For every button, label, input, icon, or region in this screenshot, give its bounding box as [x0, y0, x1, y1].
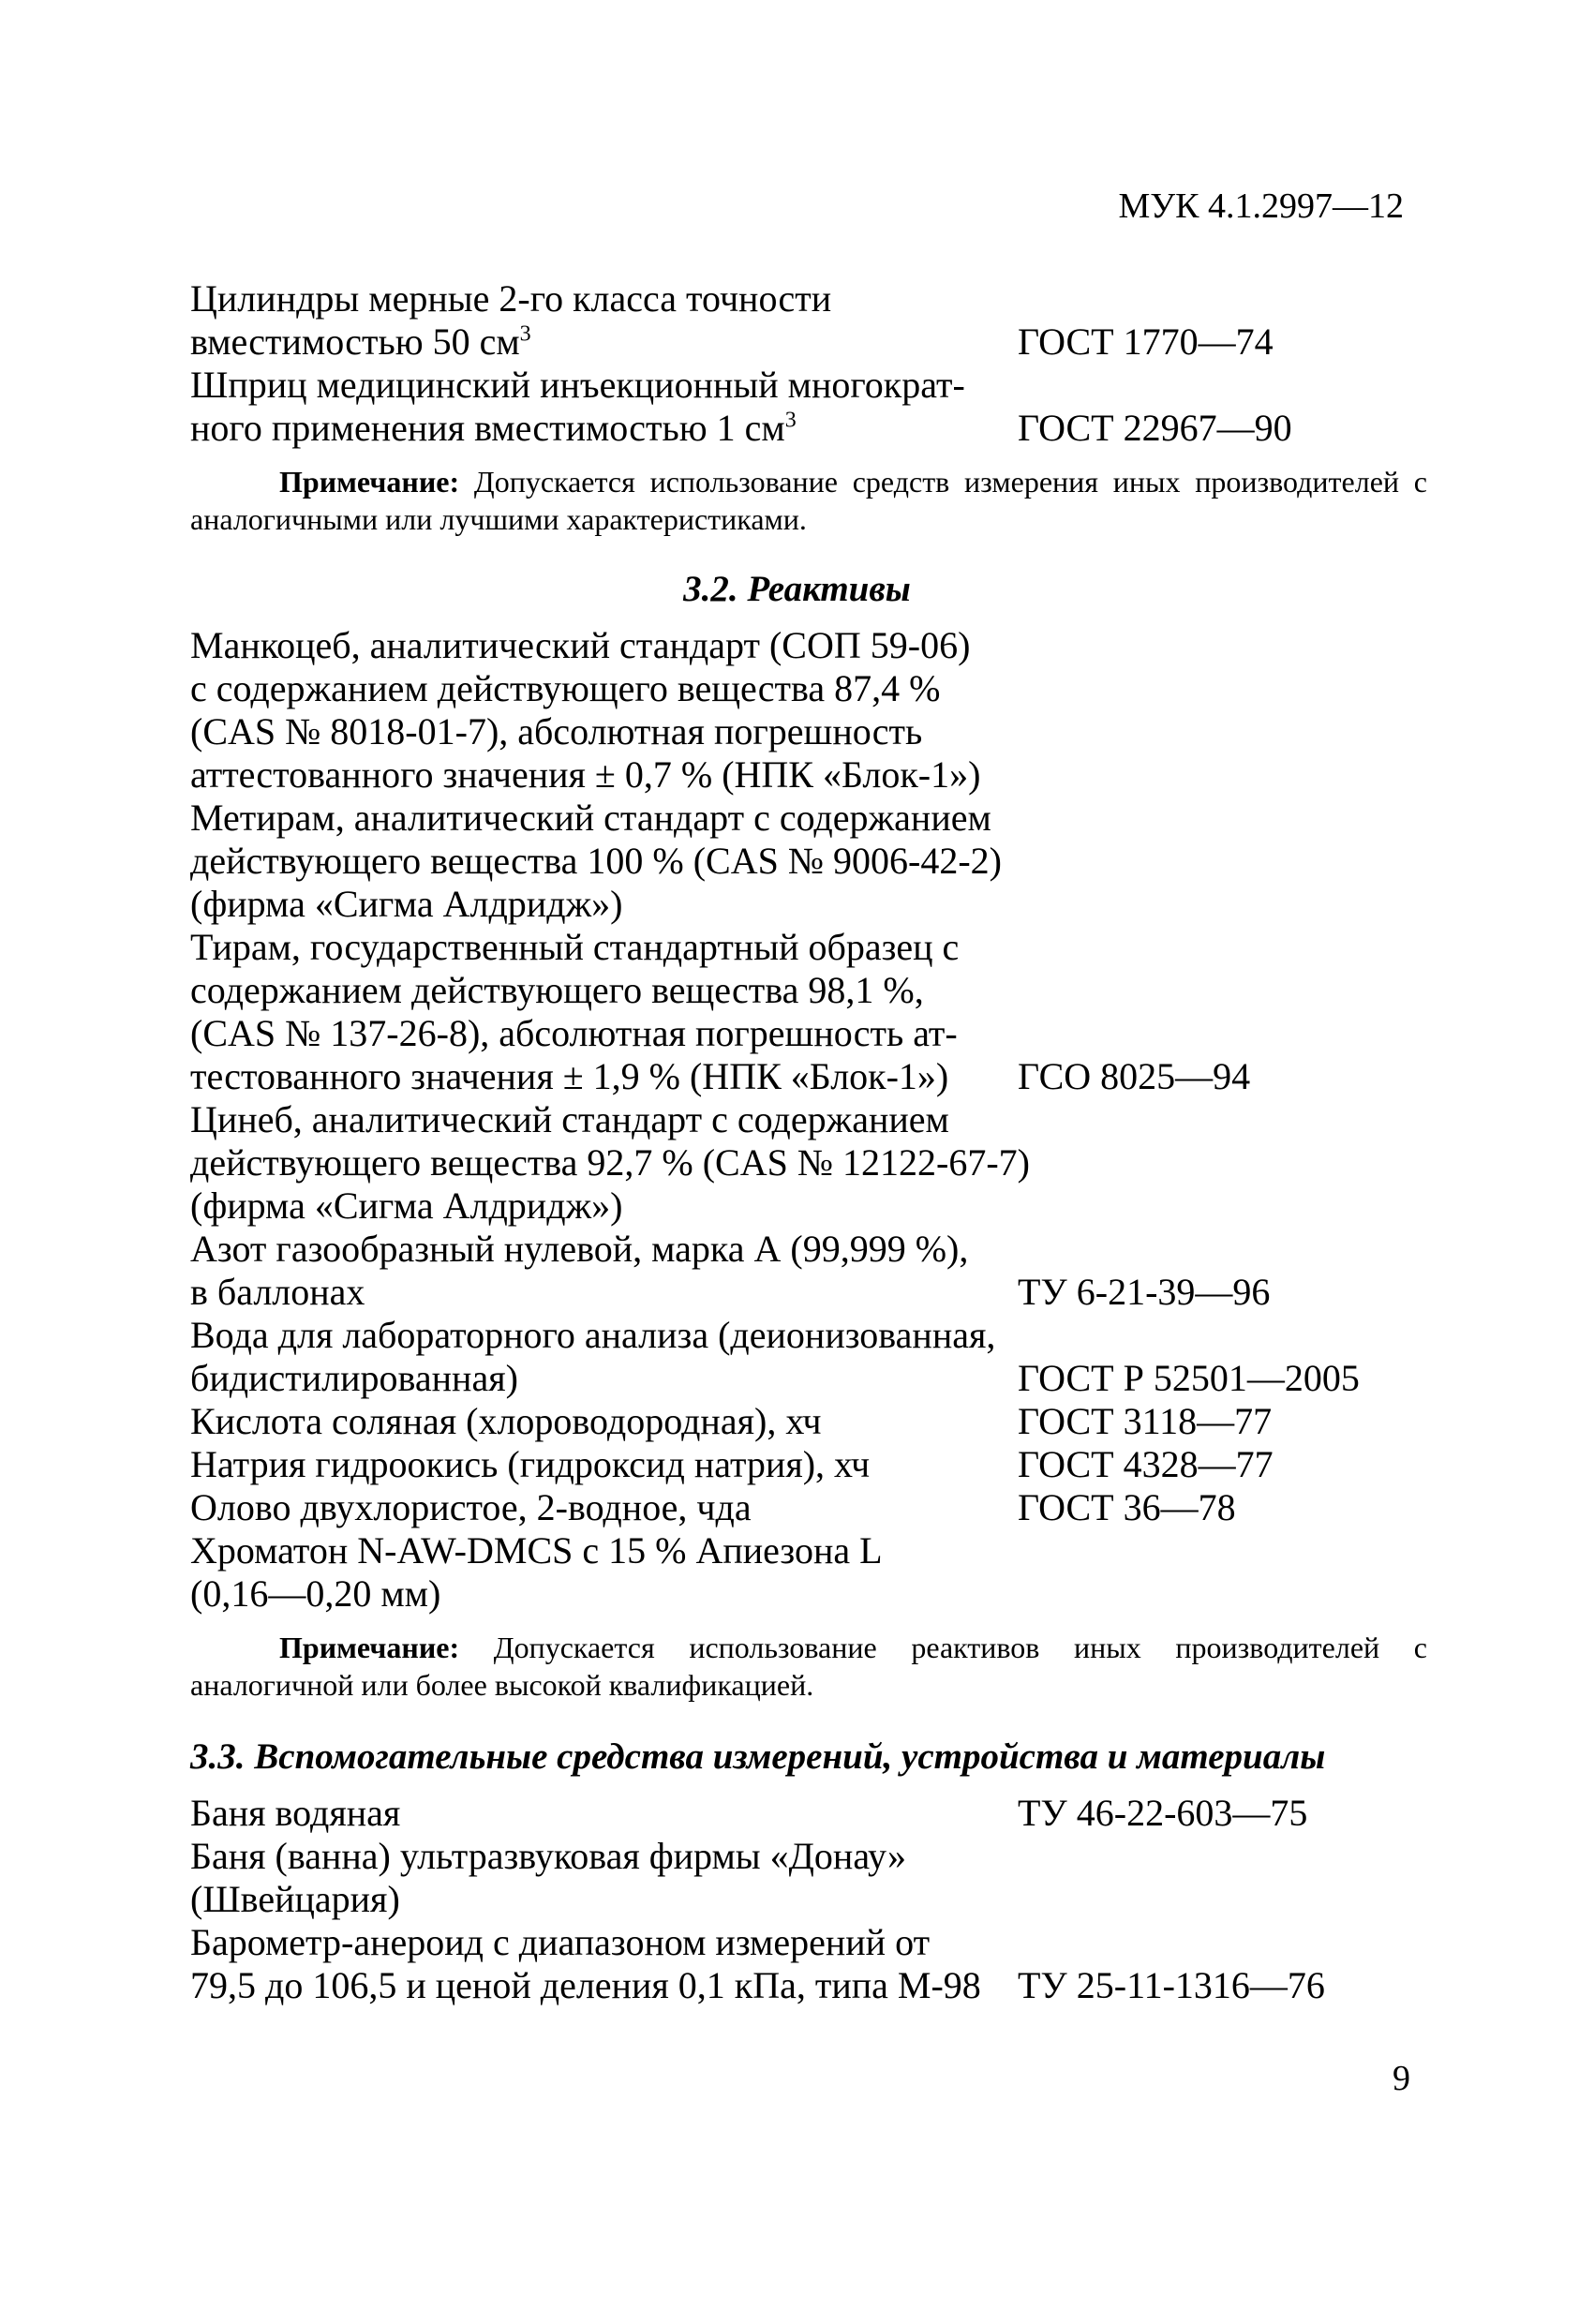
list-item [190, 1012, 1427, 1055]
item-text: содержанием действующего вещества 98,1 %, [190, 969, 924, 1011]
list-item [190, 277, 1427, 320]
note-label: Примечание: [279, 465, 460, 499]
auxiliary-list [190, 1792, 1427, 2007]
list-item [190, 624, 1427, 667]
list-item [190, 797, 1427, 840]
item-standard-ref: ГОСТ 4328—77 [1018, 1443, 1274, 1485]
item-text: (фирма «Сигма Алдридж») [190, 1184, 623, 1227]
list-item [190, 969, 1427, 1012]
page-number: 9 [1393, 2059, 1410, 2098]
equipment-note [190, 463, 1427, 538]
list-item [190, 1529, 1427, 1572]
list-item [190, 1314, 1427, 1357]
item-text: 79,5 до 106,5 и ценой деления 0,1 кПа, типа М-98 [190, 1964, 981, 2006]
item-standard-ref: ТУ 25-11-1316—76 [1018, 1964, 1325, 2006]
note-label: Примечание: [279, 1631, 460, 1664]
item-text: ного применения вместимостью 1 $см^3$ [190, 407, 797, 449]
list-item [190, 1964, 1427, 2007]
section-heading-auxiliary: 3.3. Вспомогательные средства измерений, устройства и материалы [190, 1736, 1326, 1777]
item-text: Азот газообразный нулевой, марка А (99,999 %), [190, 1228, 969, 1270]
item-text: Шприц медицинский инъекционный многократ- [190, 364, 965, 406]
item-text: (0,16—0,20 мм) [190, 1572, 441, 1615]
list-item [190, 320, 1427, 364]
item-standard-ref: ГОСТ 36—78 [1018, 1486, 1236, 1528]
document-code-header: МУК 4.1.2997—12 [1118, 186, 1404, 226]
list-item [190, 1878, 1427, 1921]
item-text: Хроматон N-AW-DMCS с 15 % Апиезона L [190, 1529, 883, 1572]
item-text: вместимостью 50 $см^3$ [190, 320, 531, 363]
list-item [190, 1835, 1427, 1878]
list-item [190, 1572, 1427, 1616]
item-text: Вода для лабораторного анализа (деионизованная, [190, 1314, 996, 1356]
item-text: Метирам, аналитический стандарт с содержанием [190, 797, 991, 839]
note-text: Допускается использование средств измерения иных производителей с аналогичными или лучшими характеристиками. [190, 465, 1427, 536]
item-text: Тирам, государственный стандартный образец с [190, 926, 960, 968]
list-item [190, 1792, 1427, 1835]
item-text: (CAS № 137-26-8), абсолютная погрешность ат- [190, 1012, 958, 1054]
item-text: (фирма «Сигма Алдридж») [190, 883, 623, 925]
item-text: (CAS № 8018-01-7), абсолютная погрешность [190, 710, 923, 752]
item-text: тестованного значения ± 1,9 % (НПК «Блок-1») [190, 1055, 949, 1097]
list-item [190, 1486, 1427, 1529]
item-text: Манкоцеб, аналитический стандарт (СОП 59-06) [190, 624, 971, 666]
list-item [190, 1055, 1427, 1098]
item-standard-ref: ГОСТ 22967—90 [1018, 407, 1292, 449]
list-item [190, 1443, 1427, 1486]
list-item [190, 1271, 1427, 1314]
item-text: в баллонах [190, 1271, 365, 1313]
item-text: (Швейцария) [190, 1878, 400, 1920]
section-heading-reagents: 3.2. Реактивы [683, 569, 911, 609]
item-text: действующего вещества 100 % (CAS № 9006-42-2) [190, 840, 1002, 882]
item-standard-ref: ГОСТ Р 52501—2005 [1018, 1357, 1360, 1399]
item-text: Баня водяная [190, 1792, 401, 1834]
item-text: Олово двухлористое, 2-водное, чда [190, 1486, 752, 1528]
reagents-list [190, 624, 1427, 1704]
item-text: Барометр-анероид с диапазоном измерений от [190, 1921, 931, 1963]
item-text: Натрия гидроокись (гидроксид натрия), хч [190, 1443, 871, 1485]
list-item [190, 1357, 1427, 1400]
note-text: Допускается использование реактивов иных производителей с аналогичной или более высокой квалификацией. [190, 1631, 1427, 1702]
item-text: с содержанием действующего вещества 87,4 % [190, 667, 941, 709]
item-standard-ref: ГОСТ 3118—77 [1018, 1400, 1273, 1442]
list-item [190, 753, 1427, 797]
item-standard-ref: ГОСТ 1770—74 [1018, 320, 1274, 363]
item-text: действующего вещества 92,7 % (CAS № 12122-67-7) [190, 1141, 1030, 1184]
list-item [190, 667, 1427, 710]
list-item [190, 364, 1427, 407]
list-item [190, 883, 1427, 926]
item-text: Цилиндры мерные 2-го класса точности [190, 277, 832, 320]
list-item [190, 1228, 1427, 1271]
item-standard-ref: ТУ 6-21-39—96 [1018, 1271, 1271, 1313]
list-item [190, 1400, 1427, 1443]
list-item [190, 710, 1427, 753]
equipment-list [190, 277, 1427, 538]
list-item [190, 1141, 1427, 1184]
item-text: Цинеб, аналитический стандарт с содержанием [190, 1098, 949, 1140]
item-text: Кислота соляная (хлороводородная), хч [190, 1400, 822, 1442]
item-standard-ref: ТУ 46-22-603—75 [1018, 1792, 1308, 1834]
list-item [190, 1098, 1427, 1141]
list-item [190, 1184, 1427, 1228]
list-item [190, 407, 1427, 450]
item-text: бидистилированная) [190, 1357, 518, 1399]
reagents-note [190, 1629, 1427, 1704]
item-standard-ref: ГСО 8025—94 [1018, 1055, 1251, 1097]
list-item [190, 1921, 1427, 1964]
list-item [190, 840, 1427, 883]
list-item [190, 926, 1427, 969]
item-text: аттестованного значения ± 0,7 % (НПК «Блок-1») [190, 753, 981, 796]
item-text: Баня (ванна) ультразвуковая фирмы «Донау» [190, 1835, 907, 1877]
